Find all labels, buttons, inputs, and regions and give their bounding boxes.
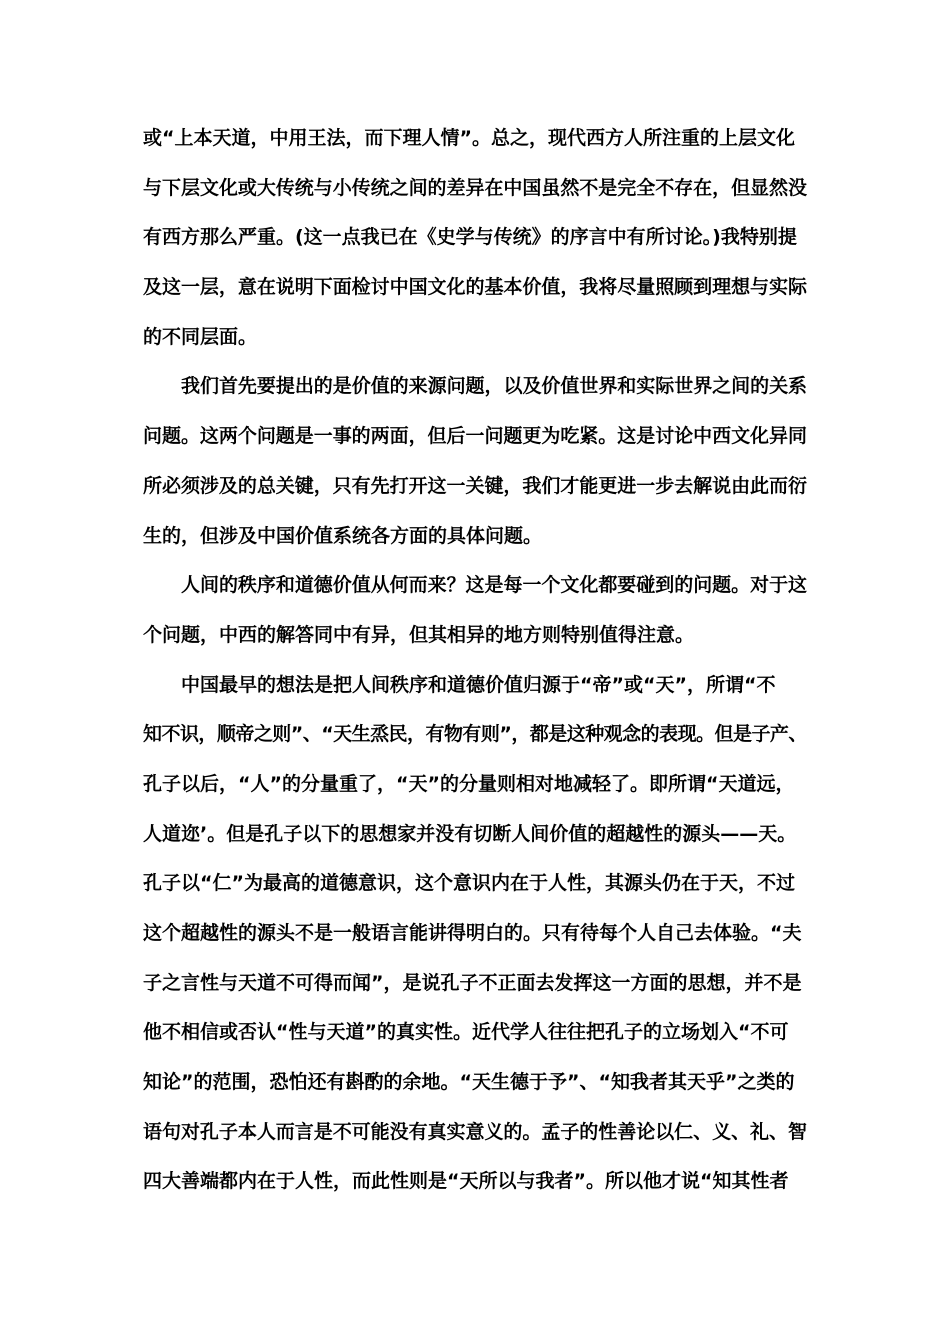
text-line: 与下层文化或大传统与小传统之间的差异在中国虽然不是完全不存在，但显然没 [143,176,807,199]
text-line: 有西方那么严重。(这一点我已在《史学与传统》的序言中有所讨论。)我特别提 [143,226,797,249]
text-line: 知不识，顺帝之则”、“天生烝民，有物有则”，都是这种观念的表现。但是子产、 [143,723,807,746]
text-line: 所必须涉及的总关键，只有先打开这一关键，我们才能更进一步去解说由此而衍 [143,474,807,497]
text-line: 或“上本天道，中用王法，而下理人情”。总之，现代西方人所注重的上层文化 [143,127,795,149]
body-text [143,114,807,1207]
text-line: 问题。这两个问题是一事的两面，但后一问题更为吃紧。这是讨论中西文化异同 [143,425,807,448]
text-line: 他不相信或否认“性与天道”的真实性。近代学人往往把孔子的立场划入“不可 [143,1021,789,1044]
text-line: 生的，但涉及中国价值系统各方面的具体问题。 [143,524,543,547]
text-line: 及这一层，意在说明下面检讨中国文化的基本价值，我将尽量照顾到理想与实际 [143,276,807,299]
text-line: 孔子以“仁”为最高的道德意识，这个意识内在于人性，其源头仍在于天，不过 [143,872,795,895]
text-line: 人间的秩序和道德价值从何而来？这是每一个文化都要碰到的问题。对于这 [181,574,807,597]
text-line: 这个超越性的源头不是一般语言能讲得明白的。只有待每个人自己去体验。“夫 [143,922,802,944]
text-line: 人道迩’。但是孔子以下的思想家并没有切断人间价值的超越性的源头——天。 [143,822,797,845]
text-line: 孔子以后，“人”的分量重了，“天”的分量则相对地减轻了。即所谓“天道远， [143,772,795,795]
text-line: 个问题，中西的解答同中有异，但其相异的地方则特别值得注意。 [143,623,695,646]
text-line: 的不同层面。 [143,325,258,348]
text-line: 子之言性与天道不可得而闻”，是说孔子不正面去发挥这一方面的思想，并不是 [143,971,802,994]
text-line: 语句对孔子本人而言是不可能没有真实意义的。孟子的性善论以仁、义、礼、智 [143,1120,807,1143]
text-line: 四大善端都内在于人性，而此性则是“天所以与我者”。所以他才说“知其性者 [143,1170,789,1193]
text-line: 知论”的范围，恐怕还有斟酌的余地。“天生德于予”、“知我者其天乎”之类的 [143,1071,795,1094]
text-line: 我们首先要提出的是价值的来源问题，以及价值世界和实际世界之间的关系 [181,375,807,398]
text-line: 中国最早的想法是把人间秩序和道德价值归源于“帝”或“天”，所谓“不 [181,673,776,696]
